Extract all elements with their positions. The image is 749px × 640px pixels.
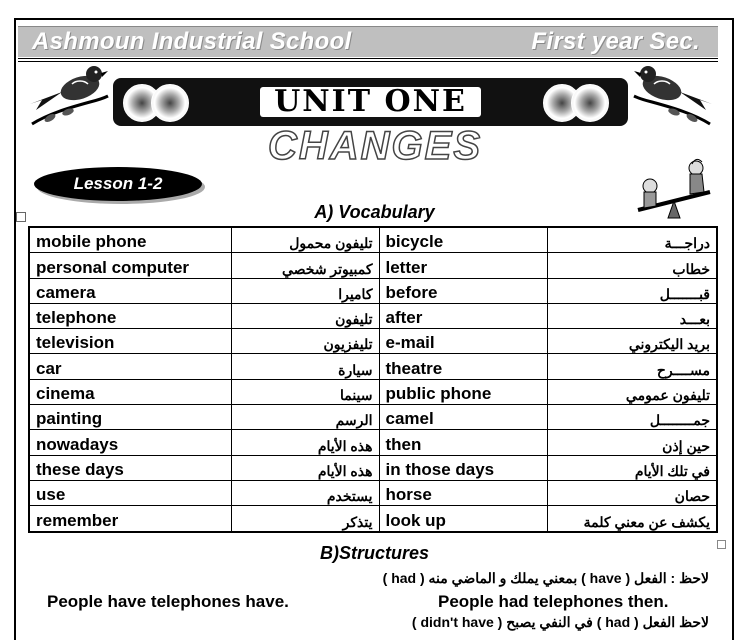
english-word: car <box>29 354 231 379</box>
english-word: bicycle <box>379 227 547 253</box>
unit-banner <box>113 78 628 126</box>
table-row <box>29 379 717 404</box>
arabic-meaning: تليفزيون <box>231 329 379 354</box>
arabic-meaning: مســــرح <box>547 354 717 379</box>
english-word: public phone <box>379 379 547 404</box>
english-word: e-mail <box>379 329 547 354</box>
english-word: personal computer <box>29 253 231 278</box>
table-row <box>29 430 717 455</box>
arabic-meaning: تليفون <box>231 303 379 328</box>
lesson-badge: Lesson 1-2 <box>34 167 202 201</box>
table-row <box>29 253 717 278</box>
arabic-meaning: يتذكر <box>231 506 379 532</box>
english-word: these days <box>29 455 231 480</box>
arabic-meaning: سيارة <box>231 354 379 379</box>
header-rule-double <box>18 61 718 62</box>
table-row <box>29 455 717 480</box>
english-word: camel <box>379 405 547 430</box>
english-word: in those days <box>379 455 547 480</box>
example-sentence: People had telephones then. <box>438 592 669 611</box>
english-word: remember <box>29 506 231 532</box>
english-word: cinema <box>29 379 231 404</box>
table-row <box>29 303 717 328</box>
arabic-meaning: سينما <box>231 379 379 404</box>
vocabulary-title: A) Vocabulary <box>314 202 435 222</box>
table-row <box>29 506 717 532</box>
arabic-meaning: خطاب <box>547 253 717 278</box>
structures-title: B)Structures <box>319 543 430 563</box>
arabic-meaning: كمبيوتر شخصي <box>231 253 379 278</box>
bird-left-icon <box>28 58 110 130</box>
arabic-meaning: هذه الأيام <box>231 430 379 455</box>
english-word: after <box>379 303 547 328</box>
arabic-meaning: حين إذن <box>547 430 717 455</box>
arabic-meaning: يكشف عن معني كلمة <box>547 506 717 532</box>
english-word: camera <box>29 278 231 303</box>
english-word: telephone <box>29 303 231 328</box>
arabic-meaning: هذه الأيام <box>231 455 379 480</box>
table-row <box>29 480 717 505</box>
lesson-theme-title: CHANGES <box>267 124 483 168</box>
school-year: First year Sec. <box>531 28 700 55</box>
arabic-meaning: تليفون عمومي <box>547 379 717 404</box>
arabic-meaning: جمــــــــل <box>547 405 717 430</box>
grammar-note: لاحظ : الفعل ( have ) بمعني يملك و الماضي منه ( had ) <box>382 570 709 586</box>
table-row <box>29 329 717 354</box>
arabic-meaning: قبـــــــل <box>547 278 717 303</box>
example-sentence: People have telephones have. <box>47 592 289 611</box>
english-word: television <box>29 329 231 354</box>
table-row <box>29 227 717 253</box>
header-rule <box>18 58 718 59</box>
arabic-meaning: بعـــد <box>547 303 717 328</box>
english-word: use <box>29 480 231 505</box>
arabic-meaning: دراجـــة <box>547 227 717 253</box>
arabic-meaning: في تلك الأيام <box>547 455 717 480</box>
arabic-meaning: حصان <box>547 480 717 505</box>
arabic-meaning: بريد اليكتروني <box>547 329 717 354</box>
unit-title: UNIT ONE <box>260 87 481 117</box>
school-name: Ashmoun Industrial School <box>32 28 352 55</box>
english-word: before <box>379 278 547 303</box>
table-row <box>29 354 717 379</box>
english-word: letter <box>379 253 547 278</box>
grammar-note: لاحظ الفعل ( had ) في النفي يصبح ( didn't have ) <box>411 614 709 630</box>
english-word: look up <box>379 506 547 532</box>
english-word: then <box>379 430 547 455</box>
english-word: mobile phone <box>29 227 231 253</box>
arabic-meaning: يستخدم <box>231 480 379 505</box>
table-row <box>29 405 717 430</box>
english-word: painting <box>29 405 231 430</box>
english-word: horse <box>379 480 547 505</box>
vocabulary-table <box>28 226 718 533</box>
arabic-meaning: كاميرا <box>231 278 379 303</box>
header-band <box>18 26 718 57</box>
bird-right-icon <box>632 58 714 130</box>
english-word: nowadays <box>29 430 231 455</box>
arabic-meaning: تليفون محمول <box>231 227 379 253</box>
table-row <box>29 278 717 303</box>
arabic-meaning: الرسم <box>231 405 379 430</box>
english-word: theatre <box>379 354 547 379</box>
